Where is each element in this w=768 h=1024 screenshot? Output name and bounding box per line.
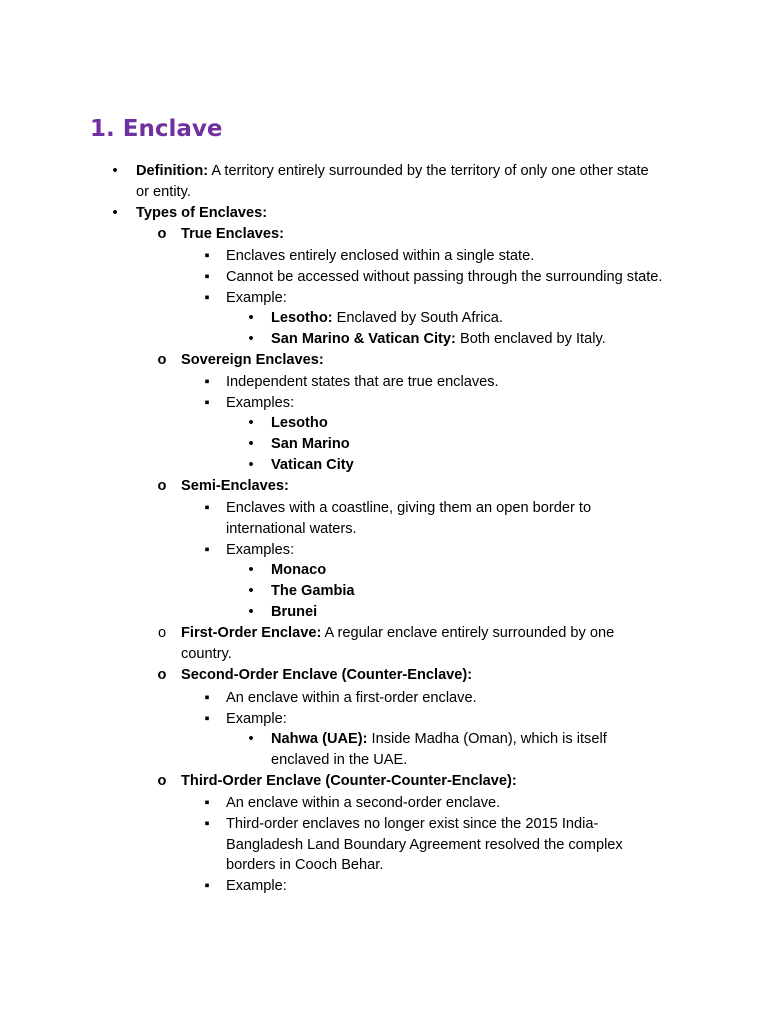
example-item bbox=[271, 308, 503, 329]
bullet-circle: o bbox=[157, 773, 167, 789]
bullet-disc: • bbox=[248, 731, 254, 747]
first-order-text-cont: country. bbox=[181, 646, 232, 662]
list-item-cont: borders in Cooch Behar. bbox=[226, 857, 384, 873]
bullet-square: ▪ bbox=[204, 690, 210, 706]
list-item: Enclaves entirely enclosed within a single state. bbox=[226, 248, 535, 264]
example-name: San Marino & Vatican City: bbox=[271, 331, 456, 347]
bullet-square: ▪ bbox=[204, 795, 210, 811]
list-item: Example: bbox=[226, 878, 287, 894]
list-item: Examples: bbox=[226, 395, 295, 411]
list-item: An enclave within a second-order enclave. bbox=[226, 795, 501, 811]
bullet-circle: o bbox=[157, 226, 167, 242]
bullet-square: ▪ bbox=[204, 374, 210, 390]
list-item: Examples: bbox=[226, 542, 295, 558]
list-item-cont: Bangladesh Land Boundary Agreement resolved the complex bbox=[226, 837, 623, 853]
first-order-label: First-Order Enclave: bbox=[181, 625, 322, 641]
bullet-disc: • bbox=[248, 604, 254, 620]
bullet-circle: o bbox=[157, 625, 167, 641]
bullet-circle: o bbox=[157, 667, 167, 683]
bullet-square: ▪ bbox=[204, 269, 210, 285]
bullet-square: ▪ bbox=[204, 500, 210, 516]
example-name: Lesotho: bbox=[271, 310, 333, 326]
list-item: Example: bbox=[226, 290, 287, 306]
bullet-square: ▪ bbox=[204, 248, 210, 264]
bullet-disc: • bbox=[248, 562, 254, 578]
bullet-disc: • bbox=[112, 163, 118, 179]
bullet-disc: • bbox=[112, 205, 118, 221]
bullet-disc: • bbox=[248, 457, 254, 473]
bullet-disc: • bbox=[248, 436, 254, 452]
example-item: Brunei bbox=[271, 604, 318, 620]
definition-text: A territory entirely surrounded by the territory of only one other state bbox=[208, 163, 649, 179]
example-item bbox=[271, 329, 606, 350]
list-item: Example: bbox=[226, 711, 287, 727]
true-enclaves-label: True Enclaves: bbox=[181, 226, 285, 242]
example-item: Monaco bbox=[271, 562, 327, 578]
section-heading: 1. Enclave bbox=[90, 116, 223, 142]
example-desc-cont: enclaved in the UAE. bbox=[271, 752, 408, 768]
example-desc: Both enclaved by Italy. bbox=[455, 331, 606, 347]
example-item: Vatican City bbox=[271, 457, 354, 473]
third-order-label: Third-Order Enclave (Counter-Counter-Enclave): bbox=[181, 773, 517, 789]
bullet-square: ▪ bbox=[204, 711, 210, 727]
bullet-disc: • bbox=[248, 331, 254, 347]
bullet-square: ▪ bbox=[204, 542, 210, 558]
bullet-square: ▪ bbox=[204, 816, 210, 832]
second-order-label: Second-Order Enclave (Counter-Enclave): bbox=[181, 667, 473, 683]
sovereign-enclaves-label: Sovereign Enclaves: bbox=[181, 352, 324, 368]
bullet-circle: o bbox=[157, 352, 167, 368]
example-name: Nahwa (UAE): bbox=[271, 731, 368, 747]
list-item: Third-order enclaves no longer exist since the 2015 India- bbox=[226, 816, 599, 832]
bullet-disc: • bbox=[248, 310, 254, 326]
example-item: The Gambia bbox=[271, 583, 355, 599]
list-item-cont: international waters. bbox=[226, 521, 357, 537]
bullet-square: ▪ bbox=[204, 395, 210, 411]
bullet-square: ▪ bbox=[204, 290, 210, 306]
example-desc: Inside Madha (Oman), which is itself bbox=[367, 731, 607, 747]
first-order-item bbox=[181, 623, 614, 644]
list-item: Independent states that are true enclaves. bbox=[226, 374, 499, 390]
example-item: San Marino bbox=[271, 436, 350, 452]
list-item: Cannot be accessed without passing through the surrounding state. bbox=[226, 269, 663, 285]
bullet-circle: o bbox=[157, 478, 167, 494]
first-order-text: A regular enclave entirely surrounded by one bbox=[321, 625, 615, 641]
definition-item bbox=[136, 161, 649, 182]
definition-label: Definition: bbox=[136, 163, 209, 179]
definition-text-cont: or entity. bbox=[136, 184, 191, 200]
example-desc: Enclaved by South Africa. bbox=[332, 310, 503, 326]
list-item: An enclave within a first-order enclave. bbox=[226, 690, 477, 706]
list-item: Enclaves with a coastline, giving them an open border to bbox=[226, 500, 592, 516]
example-item bbox=[271, 729, 607, 750]
bullet-square: ▪ bbox=[204, 878, 210, 894]
bullet-disc: • bbox=[248, 583, 254, 599]
example-item: Lesotho bbox=[271, 415, 328, 431]
semi-enclaves-label: Semi-Enclaves: bbox=[181, 478, 289, 494]
types-label: Types of Enclaves: bbox=[136, 205, 268, 221]
bullet-disc: • bbox=[248, 415, 254, 431]
